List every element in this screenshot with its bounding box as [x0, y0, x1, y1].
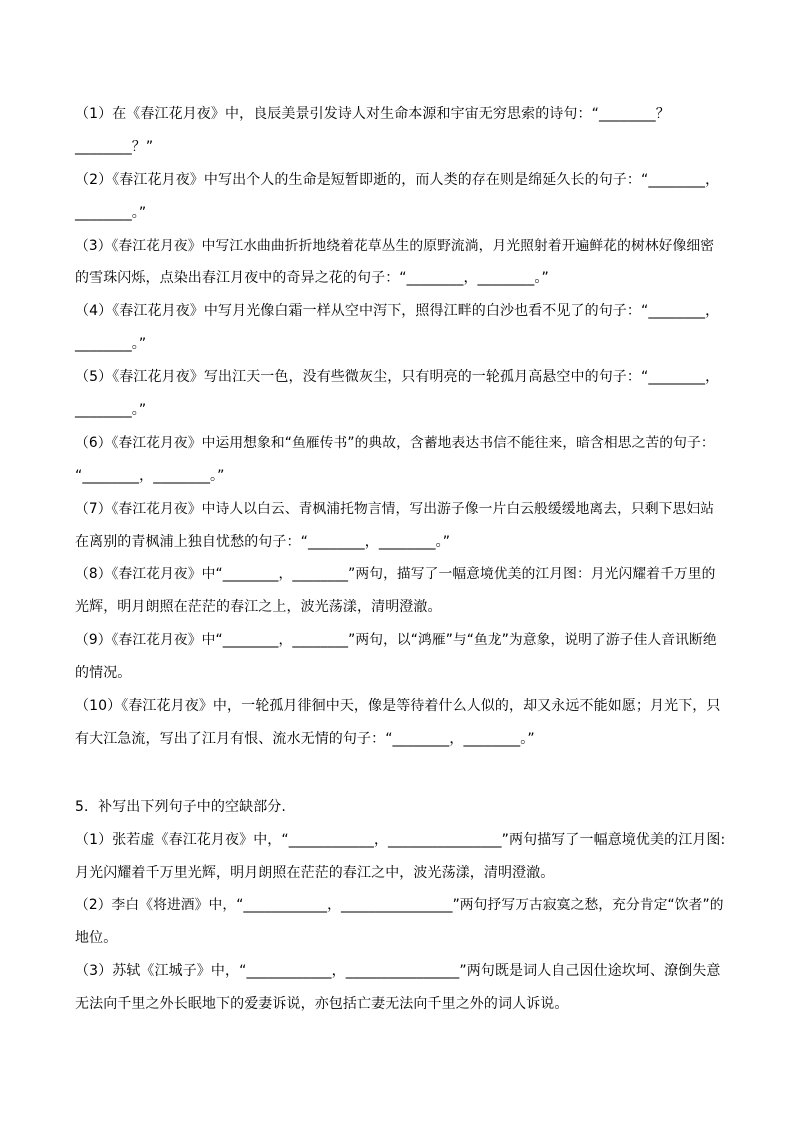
text-line: （1）在《春江花月夜》中，良辰美景引发诗人对生命本源和宇宙无穷思索的诗句：“________？: [75, 106, 670, 122]
text-line: （4）《春江花月夜》中写月光像白霜一样从空中泻下，照得江畔的白沙也看不见了的句子：“________，: [75, 303, 720, 320]
text-line: ________。”: [75, 204, 147, 221]
text-line: （6）《春江花月夜》中运用想象和“鱼雁传书”的典故，含蓄地表达书信不能往来，暗含相思之苦的句子：: [75, 434, 715, 451]
text-line: （2）《春江花月夜》中写出个人的生命是短暂即逝的，而人类的存在则是绵延久长的句子：“________，: [75, 171, 720, 188]
text-line: （8）《春江花月夜》中“________，________”两句，描写了一幅意境优美的江月图：月光闪耀着千万里的: [75, 566, 716, 583]
text-line: 月光闪耀着千万里光辉，明月朗照在茫茫的春江之中，波光荡漾，清明澄澈。: [75, 864, 555, 881]
text-line: 的雪珠闪烁，点染出春江月夜中的奇异之花的句子：“________，________。”: [75, 270, 549, 287]
question-list-5: [75, 791, 725, 1021]
text-line: ________。”: [75, 402, 147, 419]
text-line: ________。”: [75, 336, 147, 353]
text-line: 的情况。: [75, 665, 132, 682]
text-line: （7）《春江花月夜》中诗人以白云、青枫浦托物言情，写出游子像一片白云般缓缓地离去，只剩下思妇站: [75, 500, 715, 517]
text-line: “________，________。”: [75, 467, 225, 484]
text-line: （2）李白《将进酒》中，“____________，________________”两句抒写万古寂寞之愁，充分肯定“饮者”的: [75, 897, 724, 914]
text-line: （5）《春江花月夜》写出江天一色，没有些微灰尘，只有明亮的一轮孤月高悬空中的句子：“________，: [75, 369, 720, 386]
document-content: [75, 98, 725, 1021]
question-list-4: [75, 98, 725, 756]
text-line: ________？”: [75, 138, 154, 155]
text-line: 光辉，明月朗照在茫茫的春江之上，波光荡漾，清明澄澈。: [75, 599, 442, 616]
text-line: 在离别的青枫浦上独自忧愁的句子：“________，________。”: [75, 533, 451, 550]
question-heading: 5．补写出下列句子中的空缺部分.: [75, 798, 286, 815]
text-line: 地位。: [75, 930, 118, 947]
section-gap: [75, 756, 725, 791]
text-line: （3）《春江花月夜》中写江水曲曲折折地绕着花草丛生的原野流淌，月光照射着开遍鲜花的树林好像细密: [75, 237, 715, 254]
text-line: （9）《春江花月夜》中“________，________”两句，以“鸿雁”与“鱼龙”为意象，说明了游子佳人音讯断绝: [75, 632, 717, 649]
text-line: （3）苏轼《江城子》中，“____________，________________”两句既是词人自己因仕途坎坷、潦倒失意: [75, 963, 721, 980]
text-line: （1）张若虚《春江花月夜》中，“____________，________________”两句描写了一幅意境优美的江月图:: [75, 831, 726, 848]
text-line: （10）《春江花月夜》中，一轮孤月徘徊中天，像是等待着什么人似的，却又永远不能如愿；月光下，只: [75, 698, 721, 715]
text-line: 有大江急流，写出了江月有恨、流水无情的句子：“________，________。”: [75, 730, 535, 747]
text-line: 无法向千里之外长眠地下的爱妻诉说，亦包括亡妻无法向千里之外的词人诉说。: [75, 996, 569, 1013]
